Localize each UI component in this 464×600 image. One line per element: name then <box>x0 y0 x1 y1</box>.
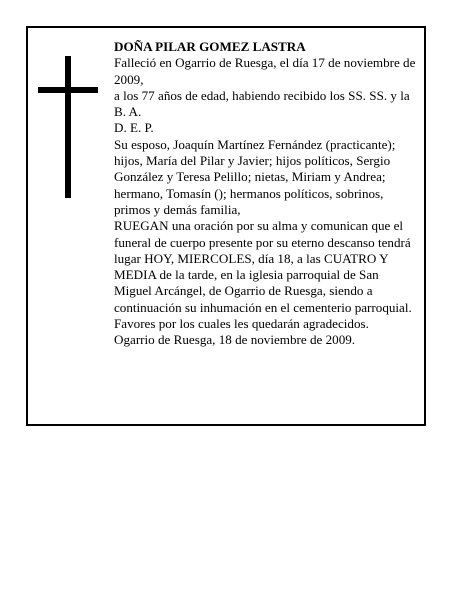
notice-text <box>114 39 419 349</box>
place-date-line: Ogarrio de Ruesga, 18 de noviembre de 2009. <box>114 332 356 348</box>
family-paragraph: Su esposo, Joaquín Martínez Fernández (practicante); hijos, María del Pilar y Javier; hijos políticos, Sergio González y Teresa Pelillo; nietas, Miriam y Andrea; hermano, Tomasín (); hermanos políticos, sobrinos, primos y demás familia, <box>114 136 396 217</box>
obituary-notice <box>26 26 426 426</box>
cross-vertical-bar <box>65 56 71 198</box>
funeral-request-paragraph: RUEGAN una oración por su alma y comunican que el funeral de cuerpo presente por su eterno descanso tendrá lugar HOY, MIERCOLES, día 18, a las CUATRO Y MEDIA de la tarde, en la iglesia parroquial de San Miguel Arcángel, de Ogarrio de Ruesga, siendo a continuación su inhumación en el cementerio parroquial. Favores por los cuales les quedarán agradecidos. <box>114 218 412 332</box>
cross-horizontal-bar <box>38 87 98 93</box>
cross-icon <box>38 56 98 198</box>
age-line: a los 77 años de edad, habiendo recibido los SS. SS. y la B. A. <box>114 87 410 120</box>
deceased-name: DOÑA PILAR GOMEZ LASTRA <box>114 39 306 54</box>
dep-line: D. E. P. <box>114 120 154 136</box>
death-line: Falleció en Ogarrio de Ruesga, el día 17 de noviembre de 2009, <box>114 55 416 87</box>
